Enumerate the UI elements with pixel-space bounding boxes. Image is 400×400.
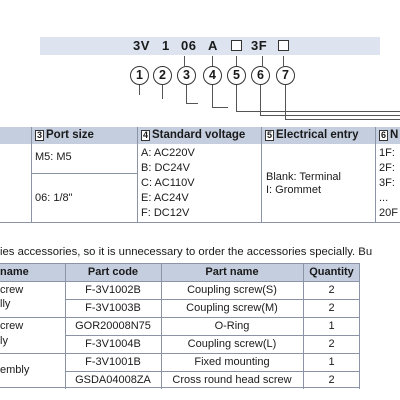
part-name: Coupling screw(S) — [187, 284, 277, 296]
part-quantity: 2 — [328, 338, 335, 350]
part-quantity: 2 — [328, 374, 335, 386]
leader-drop-5 — [236, 85, 237, 112]
spec-col-blank — [0, 144, 32, 223]
voltage-option: C: AC110V — [141, 177, 195, 189]
spec-bottom-rule — [0, 222, 400, 223]
col6-option: 20F — [379, 207, 398, 219]
group-name-fragment: crew — [0, 284, 24, 296]
leader-line-3 — [184, 56, 185, 66]
accessories-table — [0, 263, 360, 388]
position-circle-4: 4 — [203, 66, 222, 85]
spec-col-electrical-entry — [262, 144, 376, 223]
leader-line-5 — [236, 56, 237, 66]
part-name: Coupling screw(L) — [187, 338, 277, 350]
col6-option: 1F: — [379, 147, 395, 159]
spec-col-6 — [376, 144, 400, 223]
header-part-name: Part name — [205, 266, 259, 278]
spec-header-num: 5 — [266, 130, 272, 140]
row-divider — [65, 371, 360, 372]
spec-header-num: 3 — [36, 130, 42, 140]
voltage-option: B: DC24V — [141, 162, 190, 174]
col6-option: 3F: — [379, 177, 395, 189]
model-code-voltage: A — [208, 38, 218, 53]
model-code-port: 06 — [181, 38, 197, 53]
position-circle-7: 7 — [276, 66, 295, 85]
model-code-option: 3F — [251, 38, 268, 53]
leader-branch-6 — [260, 115, 400, 116]
position-circle-1: 1 — [130, 66, 149, 85]
port-size-option: M5: M5 — [35, 151, 72, 163]
leader-line-4 — [212, 56, 213, 66]
leader-branch-7 — [285, 119, 400, 120]
row-divider — [0, 353, 360, 354]
port-size-divider — [32, 173, 137, 174]
leader-line-7 — [283, 56, 284, 66]
spec-header-electrical-entry — [262, 127, 376, 144]
leader-drop-2 — [162, 85, 163, 99]
spec-header-num: 6 — [380, 130, 386, 140]
position-circle-2: 2 — [153, 66, 172, 85]
col6-option: ... — [379, 192, 389, 204]
leader-branch-4 — [212, 107, 228, 108]
electrical-entry-option: Blank: Terminal — [266, 171, 341, 183]
part-code: F-3V1002B — [85, 284, 141, 296]
spec-col-port-size — [32, 144, 138, 223]
electrical-entry-option: I: Grommet — [266, 184, 322, 196]
part-quantity: 1 — [328, 320, 335, 332]
spec-col-voltage — [138, 144, 262, 223]
group-name-fragment: embly — [0, 364, 30, 376]
group-name-fragment: crew — [0, 320, 24, 332]
part-quantity: 1 — [328, 356, 335, 368]
port-size-option: 06: 1/8" — [35, 192, 73, 204]
part-name: Fixed mounting — [194, 356, 270, 368]
part-name: O-Ring — [214, 320, 250, 332]
leader-line-6 — [262, 56, 263, 66]
part-quantity: 2 — [328, 302, 335, 314]
spec-header-title: Electrical entry — [276, 129, 359, 141]
spec-header-title: Port size — [46, 129, 94, 141]
header-part-code: Part code — [87, 266, 139, 278]
header-quantity: Quantity — [309, 266, 354, 278]
spec-header-col6 — [376, 127, 400, 144]
part-code: GSDA04008ZA — [75, 374, 151, 386]
part-name: Cross round head screw — [172, 374, 292, 386]
voltage-option: F: DC12V — [141, 207, 190, 219]
header-name: name — [0, 266, 29, 278]
group-name-fragment: lly — [0, 298, 11, 310]
spec-header-voltage — [138, 127, 262, 144]
voltage-option: A: AC220V — [141, 147, 195, 159]
voltage-option: E: AC24V — [141, 192, 189, 204]
spec-header-title: Standard voltage — [152, 129, 246, 141]
row-divider — [65, 335, 360, 336]
spec-header-num: 4 — [142, 130, 148, 140]
group-name-fragment: ly — [0, 335, 8, 347]
position-circle-6: 6 — [251, 66, 270, 85]
model-code-blank-box-entry — [231, 40, 242, 51]
position-circle-5: 5 — [227, 66, 246, 85]
part-code: F-3V1001B — [85, 356, 141, 368]
model-code-position: 1 — [162, 38, 170, 53]
spec-header-title: N — [390, 129, 399, 141]
col6-option: 2F: — [379, 162, 395, 174]
part-code: F-3V1003B — [85, 302, 141, 314]
spec-table — [0, 127, 400, 223]
accessories-note: ies accessories, so it is unnecessary to order the accessories specially. Bu — [0, 246, 373, 258]
part-code: F-3V1004B — [85, 338, 141, 350]
spec-header-port-size — [32, 127, 138, 144]
model-code-series: 3V — [133, 38, 150, 53]
leader-drop-4 — [212, 85, 213, 108]
part-name: Coupling screw(M) — [186, 302, 278, 314]
leader-branch-3 — [186, 103, 198, 104]
model-code-blank-box-end — [278, 40, 289, 51]
part-code: GOR20008N75 — [75, 320, 151, 332]
leader-drop-7 — [285, 85, 286, 120]
leader-drop-6 — [260, 85, 261, 116]
spec-header-blank — [0, 127, 32, 144]
leader-drop-3 — [186, 85, 187, 104]
position-circle-3: 3 — [177, 66, 196, 85]
row-divider — [65, 299, 360, 300]
row-divider — [0, 281, 360, 282]
leader-drop-1 — [139, 85, 140, 95]
part-quantity: 2 — [328, 284, 335, 296]
row-divider — [0, 317, 360, 318]
